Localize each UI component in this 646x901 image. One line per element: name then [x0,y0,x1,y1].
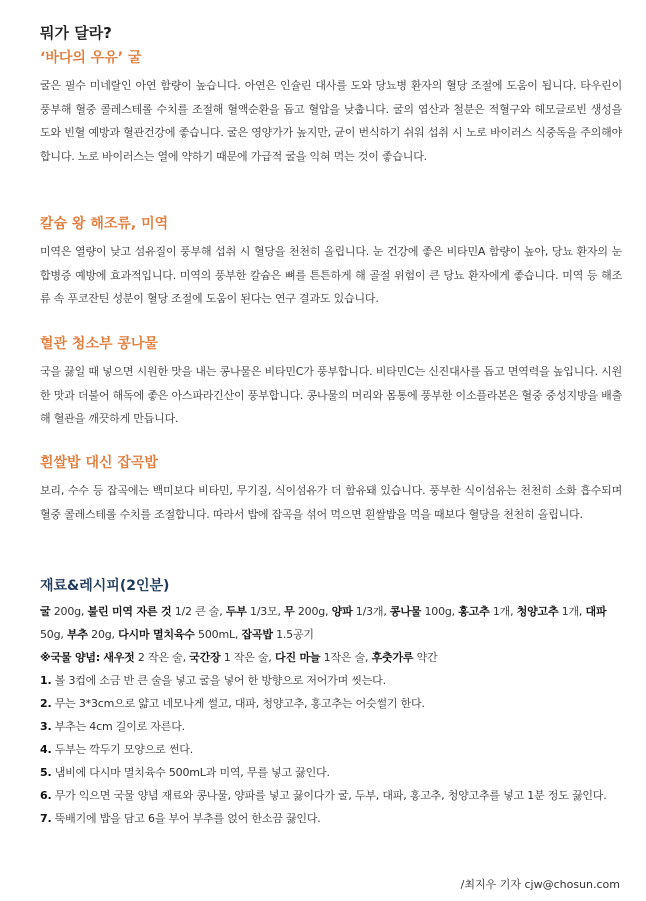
section-seaweed [40,214,622,311]
section-body: 미역은 열량이 낮고 섬유질이 풍부해 섭취 시 혈당을 천천히 올립니다. 눈 건강에 좋은 비타민A 함량이 높아, 당뇨 환자의 눈 합병증 예방에 효과적입니다. 미역의 풍부한 칼슘은 뼈를 튼튼하게 해 골절 위험이 큰 당뇨 환자에게 좋습니다. 미역 등 해조류 속 푸코잔틴 성분이 혈당 조절에 도움이 된다는 연구 결과도 있습니다. [40,245,622,305]
sauce-item: 다진 마늘 1작은 술, [275,651,372,664]
ingredient-item: 무 200g, [284,605,332,618]
section-grain-rice [40,453,622,526]
section-bean-sprouts [40,334,622,431]
recipe-step: 5. 냄비에 다시마 멸치육수 500mL과 미역, 무를 넣고 끓인다. [40,766,330,779]
page-heading: 뭐가 달라? [40,24,112,42]
section-title: 흰쌀밥 대신 잡곡밥 [40,455,158,471]
ingredient-item: 대파 50g, [40,605,607,641]
ingredient-item: 부추 20g, [66,628,119,641]
section-body: 국을 끓일 때 넣으면 시원한 맛을 내는 콩나물은 비타민C가 풍부합니다. 비타민C는 신진대사를 돕고 면역력을 높입니다. 시원한 맛과 더불어 해독에 좋은 아스파라긴산이 풍부합니다. 콩나물의 머리와 몸통에 풍부한 이소플라본은 혈중 중성지방을 배출해 혈관을 깨끗하게 만듭니다. [40,365,622,425]
ingredient-list [40,600,622,646]
sauce-label: ※국물 양념: [40,651,101,664]
section-title: ‘바다의 우유’ 굴 [40,50,142,66]
recipe-step: 4. 두부는 깍두기 모양으로 썬다. [40,743,194,756]
ingredient-item: 잡곡밥 1.5공기 [241,628,314,641]
section-body: 굴은 필수 미네랄인 아연 함량이 높습니다. 아연은 인슐린 대사를 도와 당뇨병 환자의 혈당 조절에 도움이 됩니다. 타우린이 풍부해 혈중 콜레스테롤 수치를 조절해 혈액순환을 돕고 혈압을 낮춥니다. 굴의 엽산과 철분은 적혈구와 헤모글로빈 생성을 도와 빈혈 예방과 혈관건강에 좋습니다. 굴은 영양가가 높지만, 균이 번식하기 쉬워 섭취 시 노로 바이러스 식중독을 주의해야 합니다. 노로 바이러스는 열에 약하기 때문에 가급적 굴을 익혀 먹는 것이 좋습니다. [40,79,622,163]
recipe-step: 1. 볼 3컵에 소금 반 큰 술을 넣고 굴을 넣어 한 방향으로 저어가며 씻는다. [40,674,386,687]
sauce-item: 국간장 1 작은 술, [189,651,276,664]
section-title: 혈관 청소부 콩나물 [40,336,158,352]
recipe-title: 재료&레시피(2인분) [40,578,170,594]
recipe-step: 6. 무가 익으면 국물 양념 재료와 콩나물, 양파를 넣고 끓이다가 굴, 두부, 대파, 홍고추, 청양고추를 넣고 1분 정도 끓인다. [40,789,607,802]
author-byline: /최지우 기자 cjw@chosun.com [460,878,620,891]
section-title: 칼슘 왕 해조류, 미역 [40,216,169,232]
recipe-step: 7. 뚝배기에 밥을 담고 6을 부어 부추를 얹어 한소끔 끓인다. [40,812,321,825]
recipe-step: 3. 부추는 4cm 길이로 자른다. [40,720,185,733]
ingredient-item: 청양고추 1개, [516,605,586,618]
ingredient-item: 두부 1/3모, [225,605,285,618]
ingredient-item: 양파 1/3개, [331,605,390,618]
ingredient-item: 홍고추 1개, [458,605,517,618]
sauce-item: 새우젓 2 작은 술, [103,651,190,664]
recipe-step: 2. 무는 3*3cm으로 얇고 네모나게 썰고, 대파, 청양고추, 홍고추는 어슷썰기 한다. [40,697,425,710]
ingredient-item: 콩나물 100g, [389,605,459,618]
section-body: 보리, 수수 등 잡곡에는 백미보다 비타민, 무기질, 식이섬유가 더 함유돼 있습니다. 풍부한 식이섬유는 천천히 소화 흡수되며 혈중 콜레스테롤 수치를 조절합니다. 따라서 밥에 잡곡을 섞어 먹으면 흰쌀밥을 먹을 때보다 혈당을 천천히 올립니다. [40,484,622,521]
ingredient-item: 굴 200g, [40,605,88,618]
ingredient-item: 다시마 멸치육수 500mL, [118,628,242,641]
sauce-list [40,646,622,669]
sauce-item: 후춧가루 약간 [371,651,438,664]
recipe-block [40,600,622,830]
ingredient-item: 불린 미역 자른 것 1/2 큰 술, [87,605,226,618]
section-oyster [40,48,622,168]
